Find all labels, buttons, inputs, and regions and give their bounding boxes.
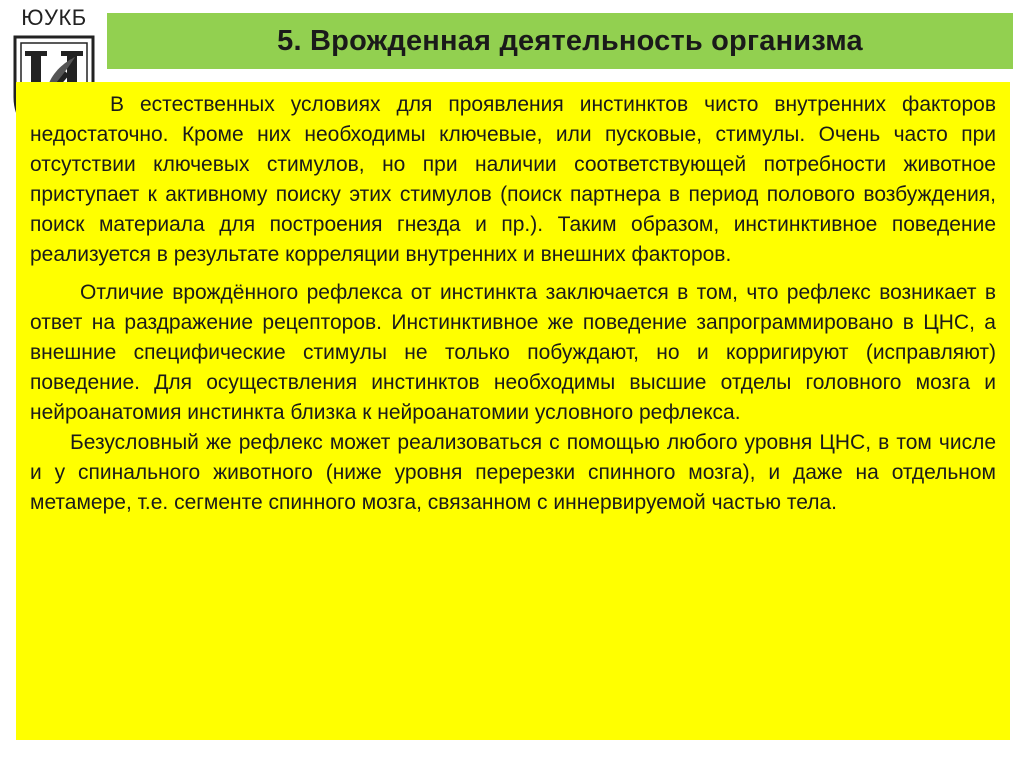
page-title: 5. Врожденная деятельность организма bbox=[277, 24, 863, 57]
paragraph-2: Отличие врождённого рефлекса от инстинкта заключается в том, что рефлекс возникает в ответ на раздражение рецепторов. Инстинктивное же поведение запрограммировано в ЦНС, а внешние специфические стимулы не только побуждают, но и корригируют (исправляют) поведение. Для осуществления инстинктов необходимы высшие отделы головного мозга и нейроанатомия инстинкта близка к нейроанатомии условного рефлекса. bbox=[30, 281, 996, 424]
logo-text: ЮУКБ bbox=[21, 5, 87, 30]
body-text bbox=[30, 90, 996, 518]
paragraph-3: Безусловный же рефлекс может реализоваться с помощью любого уровня ЦНС, в том числе и у спинального животного (ниже уровня перерезки спинного мозга), и даже на отдельном метамере, т.е. сегменте спинного мозга, связанном с иннервируемой частью тела. bbox=[30, 431, 996, 514]
paragraph-1: В естественных условиях для проявления инстинктов чисто внутренних факторов недостаточно. Кроме них необходимы ключевые, или пусковые, стимулы. Очень часто при отсутствии ключевых стимулов, но при наличии соответствующей потребности животное приступает к активному поиску этих стимулов (поиск партнера в период полового возбуждения, поиск материала для построения гнезда и пр.). Таким образом, инстинктивное поведение реализуется в результате корреляции внутренних и внешних факторов. bbox=[30, 93, 996, 266]
title-bar bbox=[107, 13, 1013, 69]
